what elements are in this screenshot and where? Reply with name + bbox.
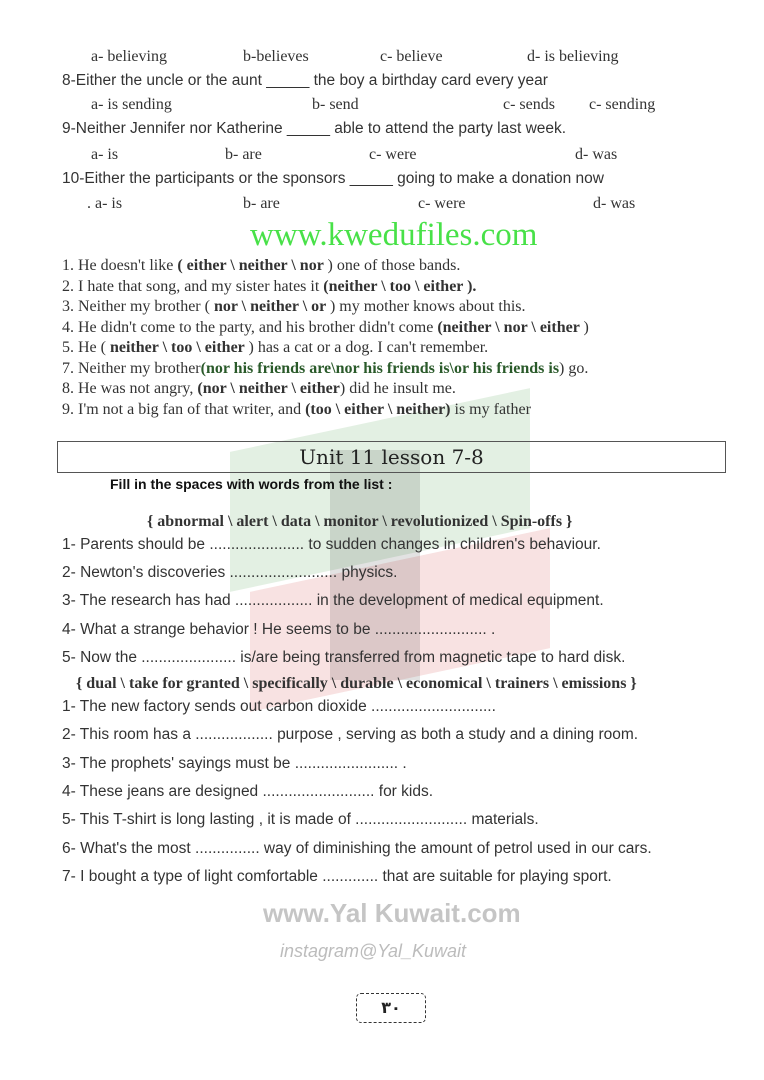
answer-option: b- send: [312, 96, 359, 113]
sentence-line: [62, 400, 531, 420]
answer-option: b- are: [243, 195, 280, 212]
choice-options: neither \ too \ either: [109, 339, 249, 356]
answer-option: c- sending: [589, 96, 656, 113]
answer-option: c- were: [369, 146, 417, 163]
answer-option: a- believing: [91, 48, 167, 65]
sentence-text: is my father: [450, 400, 531, 418]
choice-options: ( either \ neither \ nor: [177, 257, 328, 274]
sentence-text: 3. Neither my brother (: [62, 298, 214, 315]
unit-title: Unit 11 lesson 7-8: [57, 441, 726, 473]
watermark-kwedufiles: www.kwedufiles.com: [250, 217, 538, 253]
question-text: 10-Either the participants or the sponsors _____ going to make a donation now: [62, 170, 604, 187]
answer-option: a- is: [91, 146, 119, 163]
fill-sentence: 1- Parents should be ...................... to sudden changes in children's behaviour.: [62, 536, 601, 553]
choice-options: (neither \ nor \ either: [437, 318, 584, 336]
choice-options: (too \ either \ neither): [305, 400, 451, 418]
answer-option: c- sends: [503, 96, 555, 113]
fill-sentence: 5- Now the ...................... is/are being transferred from magnetic tape to hard disk.: [62, 648, 626, 666]
question-text: 8-Either the uncle or the aunt _____ the boy a birthday card every year: [62, 72, 548, 89]
answer-option: . a- is: [87, 195, 123, 212]
fill-sentence: 4- These jeans are designed .......................... for kids.: [62, 782, 434, 800]
fill-sentence: 5- This T-shirt is long lasting , it is made of .......................... materials.: [62, 811, 539, 829]
sentence-text: ) did he insult me.: [339, 380, 456, 397]
sentence-text: 5. He (: [62, 339, 110, 356]
sentence-line: [62, 277, 476, 297]
sentence-text: 4. He didn't come to the party, and his brother didn't come: [62, 318, 438, 336]
answer-option: c- believe: [380, 48, 443, 65]
fill-sentence: 2- This room has a .................. purpose , serving as both a study and a dining room.: [62, 726, 639, 744]
sentence-text: 2. I hate that song, and my sister hates it: [62, 277, 324, 295]
sentence-text: 8. He was not angry,: [62, 380, 198, 397]
choice-options: nor \ neither \ or: [213, 298, 330, 315]
fill-sentence: 2- Newton's discoveries ......................... physics.: [62, 564, 398, 582]
fill-sentence: 1- The new factory sends out carbon dioxide .............................: [62, 698, 496, 715]
sentence-line: [62, 379, 456, 399]
choice-options: (nor \ neither \ either: [197, 380, 340, 397]
page-number: ٣٠: [356, 993, 426, 1023]
choice-options: (nor his friends are\nor his friends is\or his friends is: [200, 359, 560, 377]
instruction: Fill in the spaces with words from the list :: [110, 476, 393, 492]
answer-option: a- is sending: [91, 96, 172, 113]
sentence-text: ) go.: [559, 359, 589, 377]
watermark-yal-kuwait: www.Yal Kuwait.com: [263, 898, 521, 928]
answer-option: d- was: [575, 146, 618, 163]
fill-sentence: 3- The prophets' sayings must be ........................ .: [62, 754, 407, 772]
answer-option: d- is believing: [527, 48, 619, 65]
answer-option: d- was: [593, 195, 636, 212]
choice-options: (neither \ too \ either ).: [323, 277, 477, 295]
word-list-2: { dual \ take for granted \ specifically \ durable \ economical \ trainers \ emissions }: [76, 675, 637, 692]
answer-option: c- were: [418, 195, 466, 212]
answer-option: b-believes: [243, 48, 309, 65]
sentence-text: ) one of those bands.: [327, 257, 461, 274]
sentence-text: 9. I'm not a big fan of that writer, and: [62, 400, 306, 418]
sentence-line: [62, 318, 589, 338]
sentence-line: [62, 297, 526, 317]
sentence-line: [62, 359, 588, 379]
question-text: 9-Neither Jennifer nor Katherine _____ able to attend the party last week.: [62, 120, 567, 137]
sentence-text: ) has a cat or a dog. I can't remember.: [248, 339, 489, 356]
answer-option: b- are: [225, 146, 262, 163]
fill-sentence: 7- I bought a type of light comfortable ............. that are suitable for playing sport.: [62, 867, 612, 885]
sentence-text: 1. He doesn't like: [62, 257, 178, 274]
fill-sentence: 3- The research has had .................. in the development of medical equipment.: [62, 592, 604, 610]
word-list-1: { abnormal \ alert \ data \ monitor \ revolutionized \ Spin-offs }: [147, 513, 573, 530]
sentence-text: 7. Neither my brother: [62, 359, 201, 377]
fill-sentence: 6- What's the most ............... way of diminishing the amount of petrol used in our cars.: [62, 839, 652, 857]
sentence-line: [62, 256, 460, 276]
sentence-line: [62, 338, 488, 358]
watermark-instagram: instagram@Yal_Kuwait: [280, 941, 467, 961]
fill-sentence: 4- What a strange behavior ! He seems to be .......................... .: [62, 620, 496, 638]
sentence-text: ): [583, 318, 589, 336]
sentence-text: ) my mother knows about this.: [329, 298, 526, 315]
